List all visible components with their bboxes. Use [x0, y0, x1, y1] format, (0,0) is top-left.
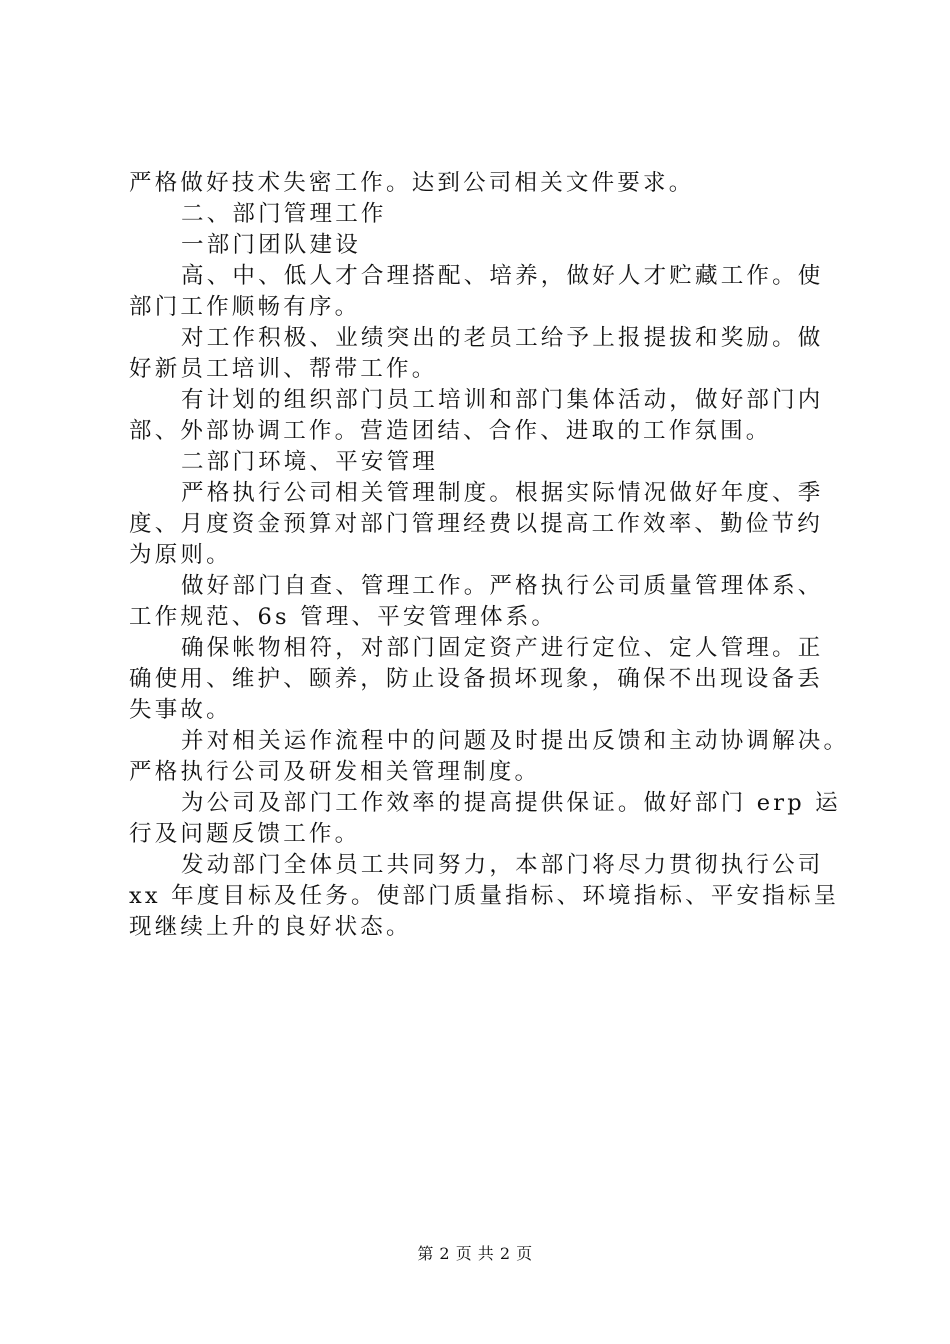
text-line: 工作规范、6s 管理、平安管理体系。	[129, 604, 558, 630]
text-line: 二部门环境、平安管理	[181, 449, 439, 475]
text-line: 并对相关运作流程中的问题及时提出反馈和主动协调解决。	[181, 728, 850, 754]
text-line: 严格执行公司及研发相关管理制度。	[129, 759, 541, 785]
text-line: 一部门团队建设	[181, 232, 361, 258]
document-body	[129, 168, 850, 943]
text-line: 有计划的组织部门员工培训和部门集体活动，做好部门内	[181, 387, 824, 413]
text-line: 失事故。	[129, 697, 232, 723]
text-line: 部门工作顺畅有序。	[129, 294, 361, 320]
text-line: 现继续上升的良好状态。	[129, 914, 412, 940]
text-line: 行及问题反馈工作。	[129, 821, 361, 847]
text-line: 确使用、维护、颐养，防止设备损坏现象，确保不出现设备丢	[129, 666, 823, 692]
text-line: 严格执行公司相关管理制度。根据实际情况做好年度、季	[181, 480, 824, 506]
text-line: 做好部门自查、管理工作。严格执行公司质量管理体系、	[181, 573, 824, 599]
text-line: 发动部门全体员工共同努力，本部门将尽力贯彻执行公司	[181, 852, 824, 878]
text-line: 好新员工培训、帮带工作。	[129, 356, 438, 382]
text-line: 部、外部协调工作。营造团结、合作、进取的工作氛围。	[129, 418, 772, 444]
text-line: 度、月度资金预算对部门管理经费以提高工作效率、勤俭节约	[129, 511, 823, 537]
text-line: 为公司及部门工作效率的提高提供保证。做好部门 erp 运	[181, 790, 841, 816]
text-line: 高、中、低人才合理搭配、培养，做好人才贮藏工作。使	[181, 263, 824, 289]
text-line: 确保帐物相符，对部门固定资产进行定位、定人管理。正	[181, 635, 824, 661]
text-line: 对工作积极、业绩突出的老员工给予上报提拔和奖励。做	[181, 325, 824, 351]
text-line: 为原则。	[129, 542, 232, 568]
text-line: 二、部门管理工作	[181, 201, 387, 227]
page-footer: 第 2 页 共 2 页	[417, 1244, 533, 1263]
text-line: xx 年度目标及任务。使部门质量指标、环境指标、平安指标呈	[129, 883, 840, 909]
text-line: 严格做好技术失密工作。达到公司相关文件要求。	[129, 170, 695, 196]
